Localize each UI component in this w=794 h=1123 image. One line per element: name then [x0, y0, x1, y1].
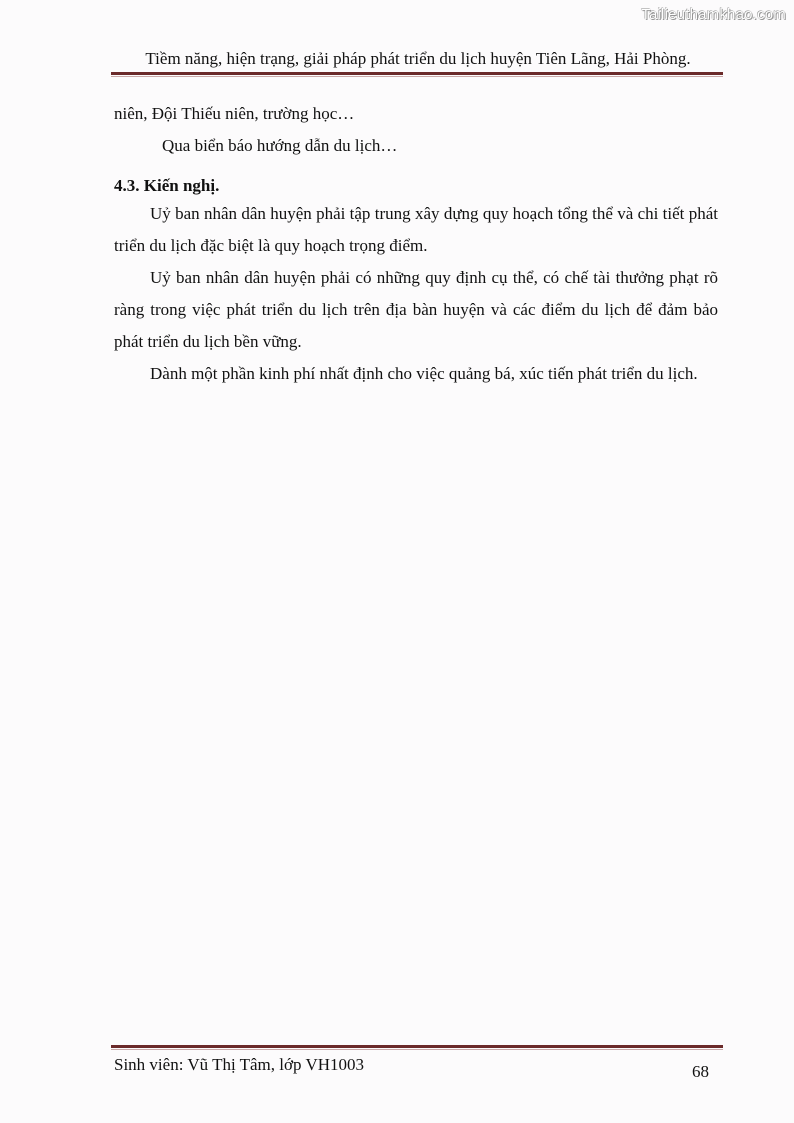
- list-line: Qua biển báo hướng dẫn du lịch…: [162, 136, 398, 155]
- paragraph-2: Uỷ ban nhân dân huyện phải có những quy định cụ thể, có chế tài thưởng phạt rõ ràng trong việc phát triển du lịch trên địa bàn huyện và các điểm du lịch để đảm bảo phát triển du lịch bền vững.: [114, 268, 718, 351]
- watermark: Tailieuthamkhao.com: [641, 6, 786, 23]
- footer-rule-thick: [111, 1045, 723, 1048]
- footer-author: Sinh viên: Vũ Thị Tâm, lớp VH1003: [114, 1055, 364, 1074]
- page-body: [114, 98, 718, 390]
- header-rule-thick: [111, 72, 723, 75]
- paragraph-3: Dành một phần kinh phí nhất định cho việc quảng bá, xúc tiến phát triển du lịch.: [150, 364, 698, 383]
- footer-rule-thin: [111, 1049, 723, 1050]
- continued-line: niên, Đội Thiếu niên, trường học…: [114, 104, 355, 123]
- header-rule-thin: [111, 76, 723, 77]
- running-header-title: Tiềm năng, hiện trạng, giải pháp phát triển du lịch huyện Tiên Lãng, Hải Phòng.: [145, 49, 691, 68]
- section-heading: 4.3. Kiến nghị.: [114, 176, 220, 195]
- footer-rule: [111, 1045, 723, 1050]
- paragraph-1: Uỷ ban nhân dân huyện phải tập trung xây dựng quy hoạch tổng thể và chi tiết phát triển du lịch đặc biệt là quy hoạch trọng điểm.: [114, 204, 718, 255]
- header-rule: [111, 72, 723, 77]
- page-number: 68: [692, 1062, 709, 1081]
